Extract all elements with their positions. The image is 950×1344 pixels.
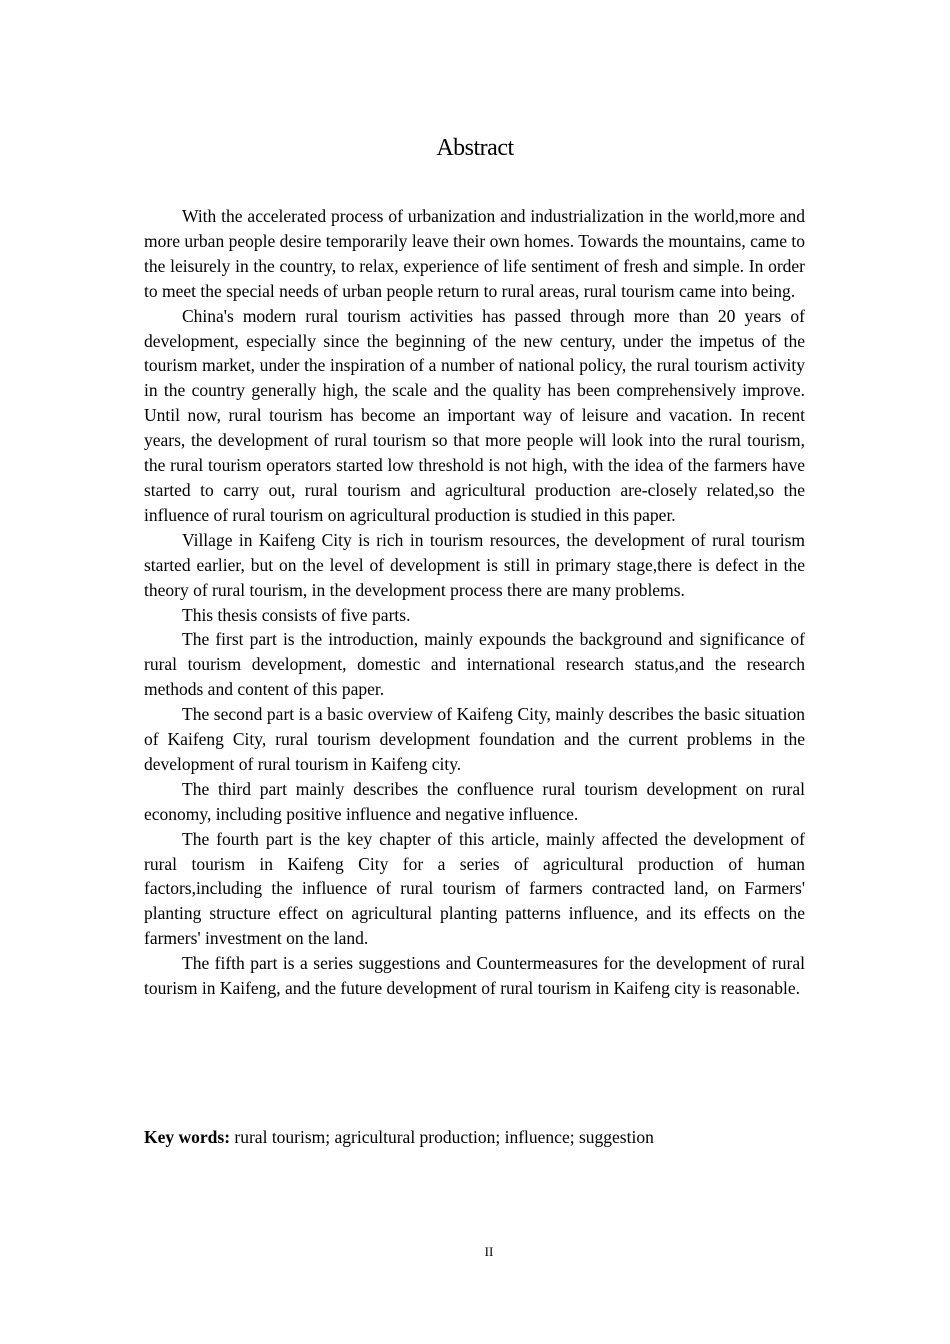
abstract-paragraph: Village in Kaifeng City is rich in tourism resources, the development of rural tourism started earlier, but on the level of development is still in primary stage,there is defect in the theory of rural tourism, in the development process there are many problems. (144, 529, 805, 600)
keywords-label: Key words: (144, 1127, 231, 1147)
abstract-paragraph: The fourth part is the key chapter of this article, mainly affected the development of rural tourism in Kaifeng City for a series of agricultural production of human factors,including the influence of rural tourism of farmers contracted land, on Farmers' planting structure effect on agricultural planting patterns influence, and its effects on the farmers' investment on the land. (144, 828, 805, 949)
page-number: II (484, 1244, 494, 1259)
abstract-paragraph: The first part is the introduction, mainly expounds the background and significance of rural tourism development, domestic and international research status,and the research methods and content of this paper. (144, 629, 805, 700)
abstract-paragraph: The fifth part is a series suggestions and Countermeasures for the development of rural tourism in Kaifeng, and the future development of rural tourism in Kaifeng city is reasonable. (144, 953, 805, 999)
keywords-text: rural tourism; agricultural production; influence; suggestion (230, 1127, 654, 1147)
abstract-paragraph: China's modern rural tourism activities has passed through more than 20 years of development, especially since the beginning of the new century, under the impetus of the tourism market, under the inspiration of a number of national policy, the rural tourism activity in the country generally high, the scale and the quality has been comprehensively improve. Until now, rural tourism has become an important way of leisure and vacation. In recent years, the development of rural tourism so that more people will look into the rural tourism, the rural tourism operators started low threshold is not high, with the idea of the farmers have started to carry out, rural tourism and agricultural production are-closely related,so the influence of rural tourism on agricultural production is studied in this paper. (144, 305, 805, 525)
abstract-body (144, 204, 805, 1001)
abstract-paragraph: With the accelerated process of urbanization and industrialization in the world,more and more urban people desire temporarily leave their own homes. Towards the mountains, came to the leisurely in the country, to relax, experience of life sentiment of fresh and simple. In order to meet the special needs of urban people return to rural areas, rural tourism came into being. (144, 206, 805, 301)
abstract-paragraph: The third part mainly describes the confluence rural tourism development on rural economy, including positive influence and negative influence. (144, 778, 805, 824)
abstract-title: Abstract (436, 135, 514, 161)
keywords-line (144, 1125, 805, 1150)
abstract-paragraph: This thesis consists of five parts. (182, 604, 411, 625)
abstract-paragraph: The second part is a basic overview of Kaifeng City, mainly describes the basic situation of Kaifeng City, rural tourism development foundation and the current problems in the development of rural tourism in Kaifeng city. (144, 704, 805, 774)
